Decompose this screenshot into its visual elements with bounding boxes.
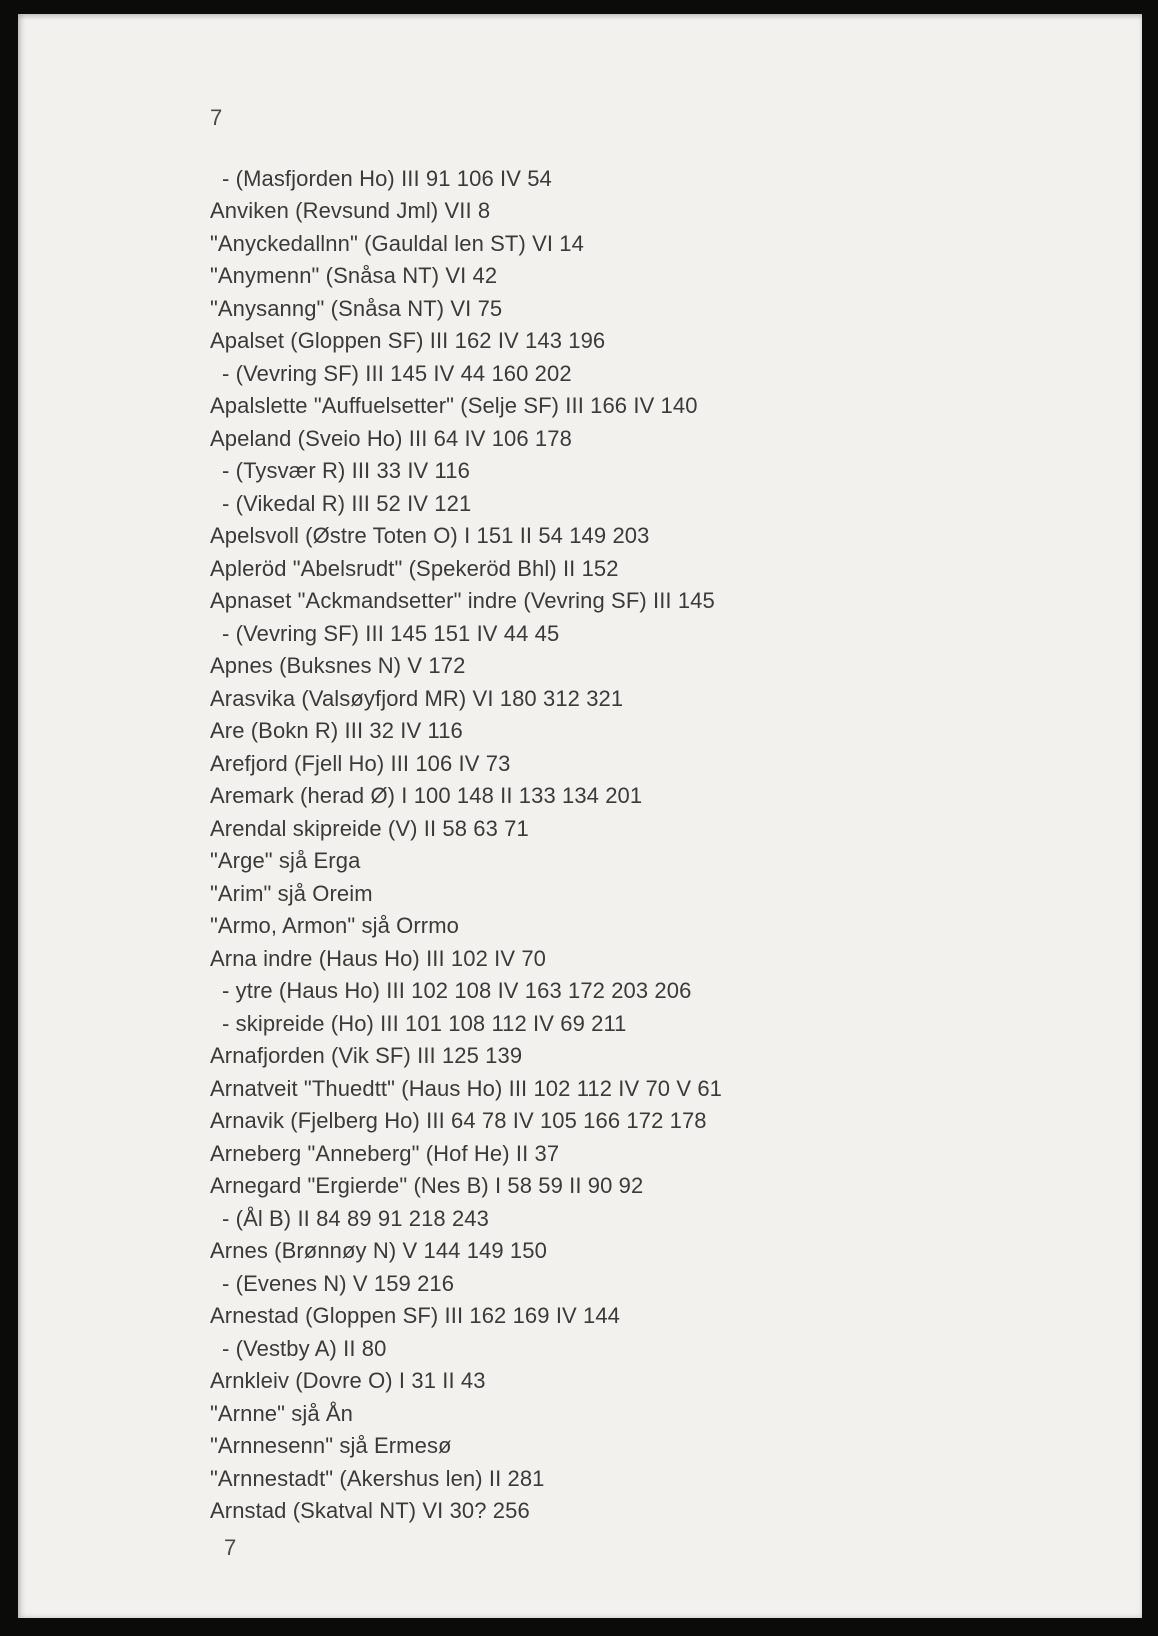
index-entry: "Arnnesenn" sjå Ermesø <box>210 1433 452 1458</box>
index-entry: Arendal skipreide (V) II 58 63 71 <box>210 815 529 841</box>
index-entry: Arna indre (Haus Ho) III 102 IV 70 <box>210 945 547 971</box>
index-entry: Apnaset "Ackmandsetter" indre (Vevring SF) III 145 <box>210 588 715 613</box>
index-entry: - (Tysvær R) III 33 IV 116 <box>222 458 470 483</box>
index-entry: "Arnne" sjå Ån <box>210 1400 353 1426</box>
index-entry: Are (Bokn R) III 32 IV 116 <box>210 718 463 743</box>
index-entry: - skipreide (Ho) III 101 108 112 IV 69 211 <box>222 1010 627 1036</box>
index-entry: Aremark (herad Ø) I 100 148 II 133 134 201 <box>210 783 643 808</box>
index-entry: Arnatveit "Thuedtt" (Haus Ho) III 102 112 IV 70 V 61 <box>210 1075 723 1101</box>
scanned-page <box>18 14 1142 1618</box>
index-entry: Apelsvoll (Østre Toten O) I 151 II 54 149 203 <box>210 523 650 548</box>
index-entry: Arnes (Brønnøy N) V 144 149 150 <box>210 1238 547 1263</box>
index-entry: Apalslette "Auffuelsetter" (Selje SF) III 166 IV 140 <box>210 393 698 418</box>
index-entry: Arneberg "Anneberg" (Hof He) II 37 <box>210 1140 560 1166</box>
page-number-top: 7 <box>210 105 223 130</box>
index-entry: Arnavik (Fjelberg Ho) III 64 78 IV 105 166 172 178 <box>210 1108 707 1133</box>
index-entry: Arnstad (Skatval NT) VI 30? 256 <box>210 1498 530 1523</box>
index-entry: Arasvika (Valsøyfjord MR) VI 180 312 321 <box>210 685 624 711</box>
index-entry: Arefjord (Fjell Ho) III 106 IV 73 <box>210 750 511 776</box>
index-entry: Apnes (Buksnes N) V 172 <box>210 653 466 678</box>
index-entry: Apalset (Gloppen SF) III 162 IV 143 196 <box>210 328 606 353</box>
index-entry: Arnestad (Gloppen SF) III 162 169 IV 144 <box>210 1303 621 1328</box>
index-entry: - (Vevring SF) III 145 IV 44 160 202 <box>222 360 572 386</box>
index-entry: - (Vestby A) II 80 <box>222 1335 387 1361</box>
page-content <box>210 102 1102 1564</box>
index-entry: "Arim" sjå Oreim <box>210 880 373 906</box>
index-entry: "Anysanng" (Snåsa NT) VI 75 <box>210 295 503 321</box>
index-entry: Arnafjorden (Vik SF) III 125 139 <box>210 1043 523 1068</box>
index-entry: "Arge" sjå Erga <box>210 848 361 873</box>
index-entry: - (Ål B) II 84 89 91 218 243 <box>222 1205 489 1231</box>
index-entry-list <box>210 163 1102 1528</box>
index-entry: Anviken (Revsund Jml) VII 8 <box>210 198 491 223</box>
index-entry: "Armo, Armon" sjå Orrmo <box>210 913 459 938</box>
index-entry: - (Vevring SF) III 145 151 IV 44 45 <box>222 620 560 646</box>
index-entry: "Anymenn" (Snåsa NT) VI 42 <box>210 263 498 288</box>
index-entry: - (Masfjorden Ho) III 91 106 IV 54 <box>222 165 552 191</box>
index-entry: - ytre (Haus Ho) III 102 108 IV 163 172 203 206 <box>222 978 692 1003</box>
index-entry: "Arnnestadt" (Akershus len) II 281 <box>210 1465 545 1491</box>
index-entry: Apleröd "Abelsrudt" (Spekeröd Bhl) II 152 <box>210 555 619 581</box>
index-entry: - (Vikedal R) III 52 IV 121 <box>222 490 472 516</box>
index-entry: Arnkleiv (Dovre O) I 31 II 43 <box>210 1368 486 1393</box>
page-number-bottom: 7 <box>224 1534 237 1560</box>
index-entry: "Anyckedallnn" (Gauldal len ST) VI 14 <box>210 230 584 256</box>
index-entry: - (Evenes N) V 159 216 <box>222 1270 455 1296</box>
index-entry: Arnegard "Ergierde" (Nes B) I 58 59 II 90 92 <box>210 1173 644 1198</box>
index-entry: Apeland (Sveio Ho) III 64 IV 106 178 <box>210 425 572 451</box>
